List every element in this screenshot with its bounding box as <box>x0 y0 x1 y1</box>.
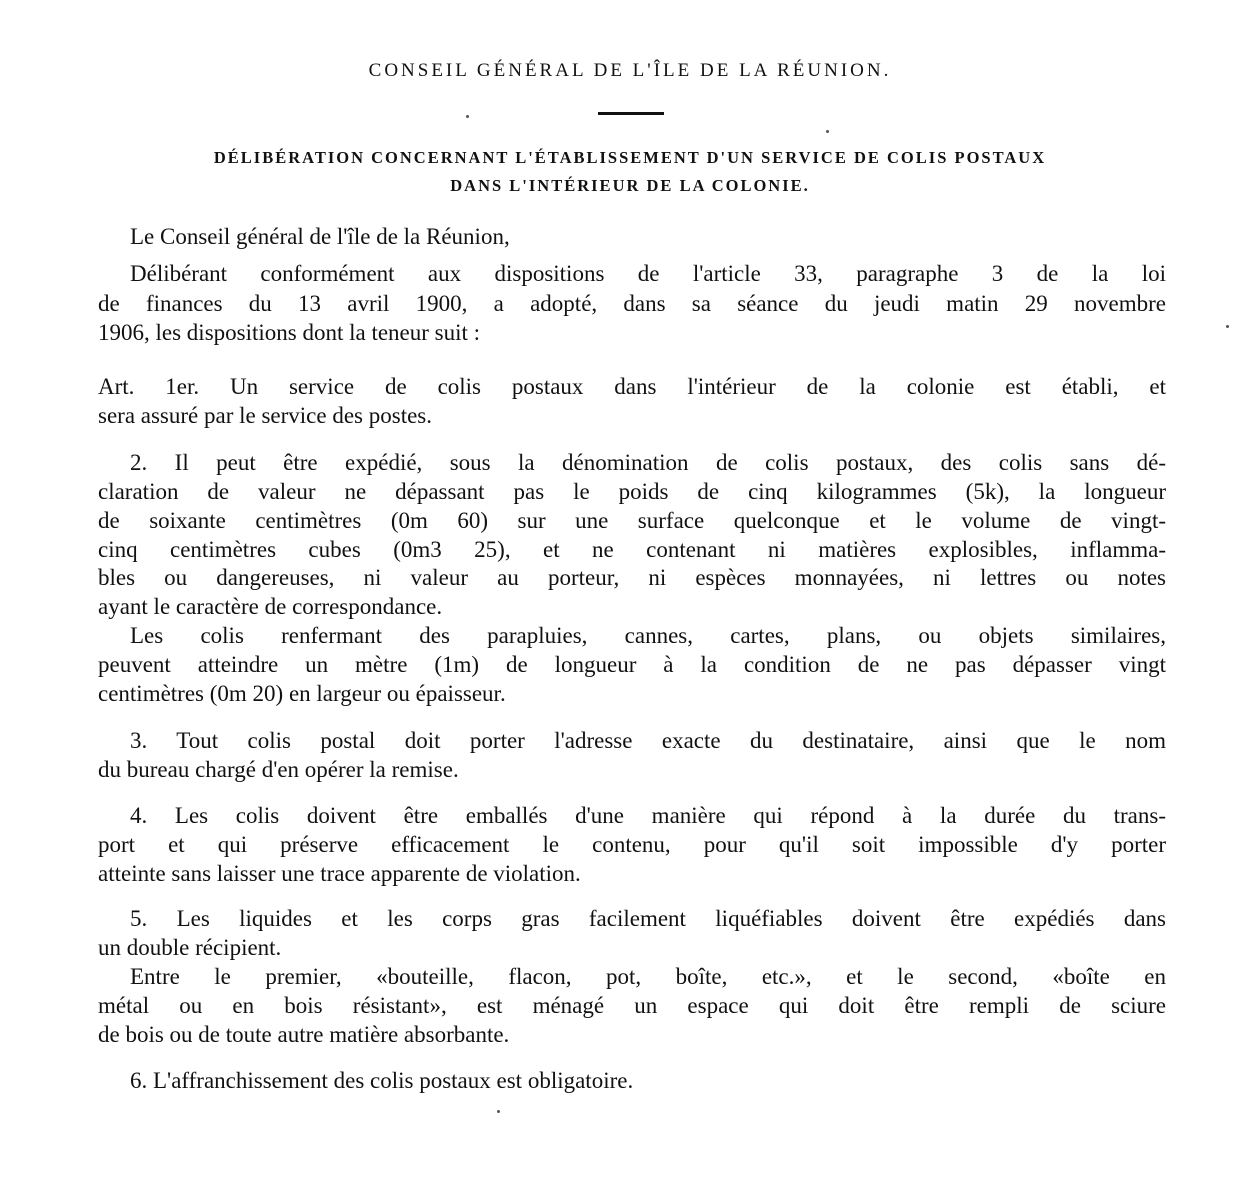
text-line: de bois ou de toute autre matière absorbante. <box>98 1022 510 1047</box>
text-line: Le Conseil général de l'île de la Réunion, <box>130 224 510 249</box>
text-line: cinq centimètres cubes (0m3 25), et ne contenant ni matières explosibles, inflamma- <box>98 537 1166 562</box>
text-line: 5. Les liquides et les corps gras facilement liquéfiables doivent être expédiés dans <box>130 906 1166 931</box>
text-line: peuvent atteindre un mètre (1m) de longueur à la condition de ne pas dépasser vingt <box>98 652 1166 677</box>
text-line: Art. 1er. Un service de colis postaux dans l'intérieur de la colonie est établi, et <box>98 374 1166 399</box>
text-line: 1906, les dispositions dont la teneur suit : <box>98 320 481 345</box>
text-line: du bureau chargé d'en opérer la remise. <box>98 757 459 782</box>
print-speck <box>826 130 829 133</box>
text-line: ayant le caractère de correspondance. <box>98 594 443 619</box>
text-line: de soixante centimètres (0m 60) sur une surface quelconque et le volume de vingt- <box>98 508 1166 533</box>
print-speck <box>1226 325 1229 328</box>
text-line: centimètres (0m 20) en largeur ou épaisseur. <box>98 681 506 706</box>
text-line: sera assuré par le service des postes. <box>98 403 433 428</box>
text-line: Délibérant conformément aux dispositions de l'article 33, paragraphe 3 de la loi <box>130 261 1166 286</box>
text-line: atteinte sans laisser une trace apparente de violation. <box>98 861 581 886</box>
text-line: bles ou dangereuses, ni valeur au porteur, ni espèces monnayées, ni lettres ou notes <box>98 565 1166 590</box>
text-line: 3. Tout colis postal doit porter l'adresse exacte du destinataire, ainsi que le nom <box>130 728 1166 753</box>
print-speck <box>497 1110 500 1113</box>
deliberation-heading-line-1: DÉLIBÉRATION CONCERNANT L'ÉTABLISSEMENT D'UN SERVICE DE COLIS POSTAUX <box>213 148 1047 167</box>
text-line: un double récipient. <box>98 935 282 960</box>
text-line: Entre le premier, «bouteille, flacon, pot, boîte, etc.», et le second, «boîte en <box>130 964 1166 989</box>
text-line: de finances du 13 avril 1900, a adopté, dans sa séance du jeudi matin 29 novembre <box>98 291 1166 316</box>
text-line: 4. Les colis doivent être emballés d'une manière qui répond à la durée du trans- <box>130 803 1166 828</box>
text-line: 6. L'affranchissement des colis postaux est obligatoire. <box>130 1068 634 1093</box>
text-line: métal ou en bois résistant», est ménagé un espace qui doit être rempli de sciure <box>98 993 1166 1018</box>
text-line: port et qui préserve efficacement le contenu, pour qu'il soit impossible d'y porter <box>98 832 1166 857</box>
text-line: claration de valeur ne dépassant pas le poids de cinq kilogrammes (5k), la longueur <box>98 479 1166 504</box>
page-title: CONSEIL GÉNÉRAL DE L'ÎLE DE LA RÉUNION. <box>368 60 892 81</box>
deliberation-heading-line-2: DANS L'INTÉRIEUR DE LA COLONIE. <box>450 176 810 195</box>
text-line: Les colis renfermant des parapluies, cannes, cartes, plans, ou objets similaires, <box>130 623 1166 648</box>
title-rule <box>598 112 664 115</box>
text-line: 2. Il peut être expédié, sous la dénomination de colis postaux, des colis sans dé- <box>130 450 1166 475</box>
print-speck <box>466 115 469 118</box>
